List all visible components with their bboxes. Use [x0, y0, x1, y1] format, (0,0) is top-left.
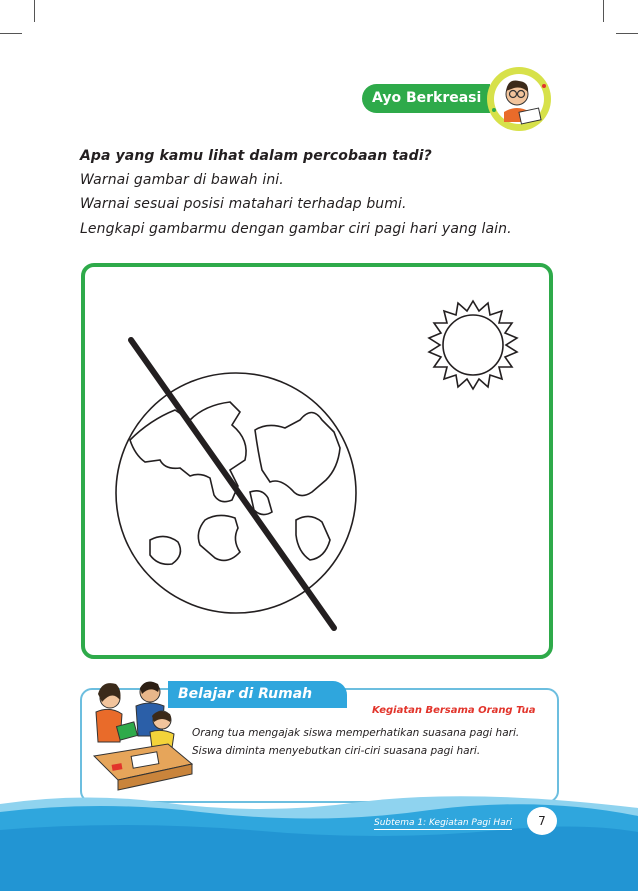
instruction-line: Lengkapi gambarmu dengan gambar ciri pagi hari yang lain.	[80, 221, 512, 237]
page-number: 7	[527, 807, 557, 835]
footer-subtema: Subtema 1: Kegiatan Pagi Hari	[374, 818, 512, 828]
instruction-line: Warnai sesuai posisi matahari terhadap bumi.	[80, 196, 407, 212]
section-badge: Ayo Berkreasi	[362, 84, 490, 113]
question-text: Apa yang kamu lihat dalam percobaan tadi?	[80, 148, 432, 164]
activity-label: Kegiatan Bersama Orang Tua	[372, 705, 536, 716]
home-instruction: Siswa diminta menyebutkan ciri-ciri suasana pagi hari.	[192, 745, 481, 757]
instruction-line: Warnai gambar di bawah ini.	[80, 172, 284, 188]
home-section-tab: Belajar di Rumah	[168, 681, 347, 708]
footer-waves	[0, 790, 638, 891]
sun-icon	[429, 301, 517, 389]
home-instruction: Orang tua mengajak siswa memperhatikan suasana pagi hari.	[192, 727, 520, 739]
